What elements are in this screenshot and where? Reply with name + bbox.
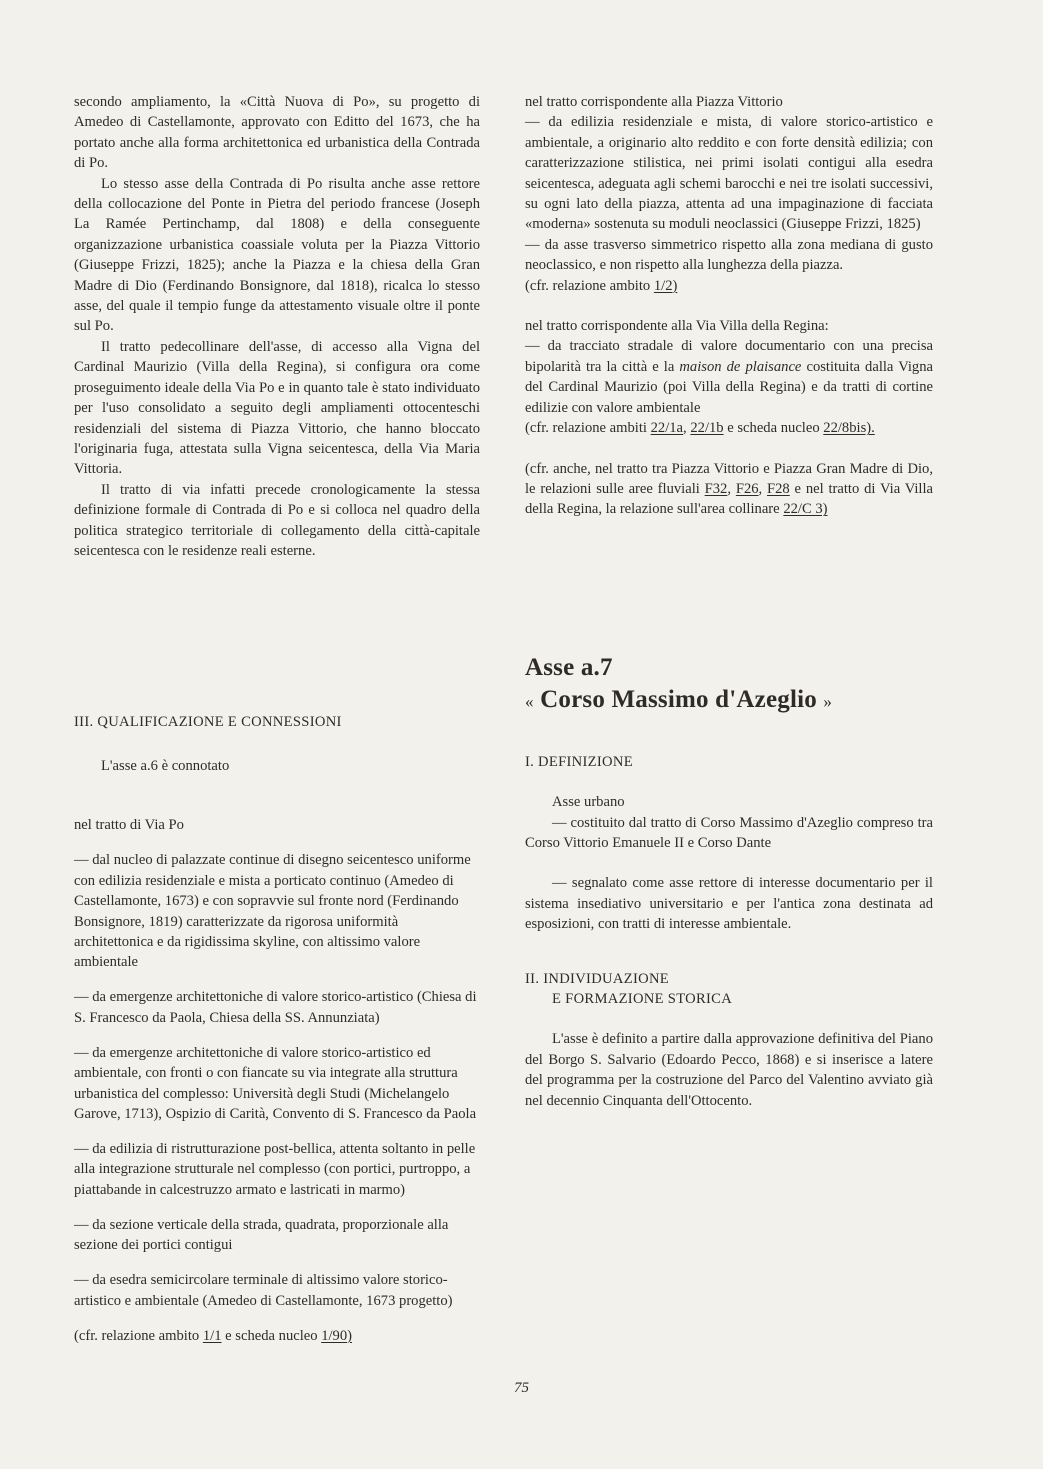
list-item: — da emergenze architettoniche di valore storico-artistico (Chiesa di S. Francesco da Paola, Chiesa della SS. Annunziata) [74,989,477,1026]
section-heading-line2: E FORMAZIONE STORICA [552,990,733,1007]
list-item: — da emergenze architettoniche di valore storico-artistico ed ambientale, con fronti o con fiancate su via integrate alla struttura urbanistica del complesso: Università degli Studi (Michelangelo Garove, 1713), Ospizio di Carità, Convento di S. Francesco da Paola [74,1044,477,1123]
asse-subtitle: « Corso Massimo d'Azeglio » [525,685,833,713]
tratto-label: nel tratto corrispondente alla Piazza Vittorio [525,94,783,110]
section-heading: III. QUALIFICAZIONE E CONNESSIONI [74,714,342,730]
italic-term: maison de plaisance [679,358,802,375]
left-column [74,92,480,561]
tratto-label: nel tratto di Via Po [74,817,184,834]
reference-link: 1/2) [653,277,678,294]
section-lead: Asse urbano [552,794,625,811]
list-item: — da esedra semicircolare terminale di altissimo valore storico-artistico e ambientale (Amedeo di Castellamonte, 1673 progetto) [74,1272,453,1309]
list-item: — dal nucleo di palazzate continue di disegno seicentesco uniforme con edilizia residenziale e mista a porticato continuo (Amedeo di Castellamonte, 1673) e con sopravvie sul fronte nord (Ferdinando Bonsignore, 1819) caratterizzate da rigorosa uniformità architettonica e da rigidissima skyline, con altissimo valore ambientale [74,852,471,971]
list-item: — costituito dal tratto di Corso Massimo d'Azeglio compreso tra Corso Vittorio Emanuele II e Corso Dante [525,814,933,851]
paragraph: L'asse è definito a partire dalla approvazione definitiva del Piano del Borgo S. Salvario (Edoardo Pecco, 1868) e si inserisce a latere del programma per la costruzione del Parco del Valentino avviato già nel decennio Cinquanta dell'Ottocento. [525,1031,933,1109]
reference-link: F26 [735,480,759,497]
reference-link: 22/1b [690,420,724,437]
section-heading: II. INDIVIDUAZIONE [525,970,669,987]
paragraph: Il tratto pedecollinare dell'asse, di accesso alla Vigna del Cardinal Maurizio (Villa della Regina), si configura ora come proseguimento ideale della Via Po e in quanto tale è stato individuato per l'uso consolidato a seguito degli ampliamenti ottocenteschi residenziali del sistema di Piazza Vittorio, che hanno bloccato l'originaria fuga, attestata sulla Vigna seicentesca, della Via Maria Vittoria. [74,338,480,478]
reference-link: F32 [704,480,728,497]
asse-title: Asse a.7 [525,653,613,681]
list-item: — da tracciato stradale di valore documentario con una precisa bipolarità tra la città e la maison de plaisance costituita dalla Vigna del Cardinal Maurizio (poi Villa della Regina) e da tratti di cortine edilizie con valore ambientale [525,338,933,416]
right-column [525,92,933,1111]
note: (cfr. anche, nel tratto tra Piazza Vittorio e Piazza Gran Madre di Dio, le relazioni sulle aree fluviali F32, F26, F28 e nel tratto di Via Villa della Regina, la relazione sull'area collinare 22/C 3) [525,460,934,518]
section-heading: I. DEFINIZIONE [525,753,633,770]
list-item: — da edilizia di ristrutturazione post-bellica, attenta soltanto in pelle alla integrazione strutturale nel complesso (con portici, purtroppo, a piattabande in calcestruzzo armato e lastricati in marmo) [74,1141,476,1198]
reference: (cfr. relazione ambito 1/1 e scheda nucleo 1/90) [74,1327,353,1344]
section-lead: L'asse a.6 è connotato [101,758,230,775]
paragraph: secondo ampliamento, la «Città Nuova di Po», su progetto di Amedeo di Castellamonte, approvato con Editto del 1673, che ha portato anche alla forma architettonica ed urbanistica della Contrada di Po. [74,94,480,172]
page-number: 75 [514,1380,529,1396]
list-item: — da edilizia residenziale e mista, di valore storico-artistico e ambientale, a originario alto reddito e con forte densità edilizia; con caratterizzazione stilistica, nei primi isolati contigui alla esedra seicentesca, adeguata agli schemi barocchi e nei tre isolati successivi, su ogni lato della piazza, attenta ad una impaginazione di facciata «moderna» sostenuta su moduli neoclassici (Giuseppe Frizzi, 1825) [525,114,933,233]
reference-link: 22/C 3) [783,501,828,518]
reference-link: 1/90) [321,1327,353,1344]
paragraph: Lo stesso asse della Contrada di Po risulta anche asse rettore della collocazione del Ponte in Pietra del periodo francese (Joseph La Ramée Pertinchamp, dal 1808) e della conseguente organizzazione urbanistica coassiale voluta per la Piazza Vittorio (Giuseppe Frizzi, 1825); anche la Piazza e la chiesa della Gran Madre di Dio (Ferdinando Bonsignore, dal 1818), ricalca lo stesso asse, del quale il tempio funge da attestamento visuale oltre il ponte sul Po. [74,175,480,335]
reference-link: F28 [767,480,790,497]
reference: (cfr. relazione ambito 1/2) [525,277,678,294]
paragraph: Il tratto di via infatti precede cronologicamente la stessa definizione formale di Contrada di Po e si colloca nel quadro della politica strategico territoriale di collegamento della città-capitale seicentesca con le residenze reali esterne. [74,481,480,559]
list-item: — segnalato come asse rettore di interesse documentario per il sistema insediativo universitario e per l'antica zona destinata ad esposizioni, con tratti di interesse ambientale. [525,875,933,933]
reference: (cfr. relazione ambiti 22/1a, 22/1b e scheda nucleo 22/8bis). [525,420,875,437]
list-item: — da asse trasverso simmetrico rispetto alla zona mediana di gusto neoclassico, e non rispetto alla lunghezza della piazza. [525,236,933,274]
reference-link: 22/1a [650,420,684,437]
list-item: — da sezione verticale della strada, quadrata, proporzionale alla sezione dei portici contigui [74,1216,449,1254]
reference-link: 22/8bis). [823,420,875,437]
tratto-label: nel tratto corrispondente alla Via Villa della Regina: [525,318,829,335]
section-qualificazione [74,712,480,1361]
reference-link: 1/1 [202,1327,222,1344]
